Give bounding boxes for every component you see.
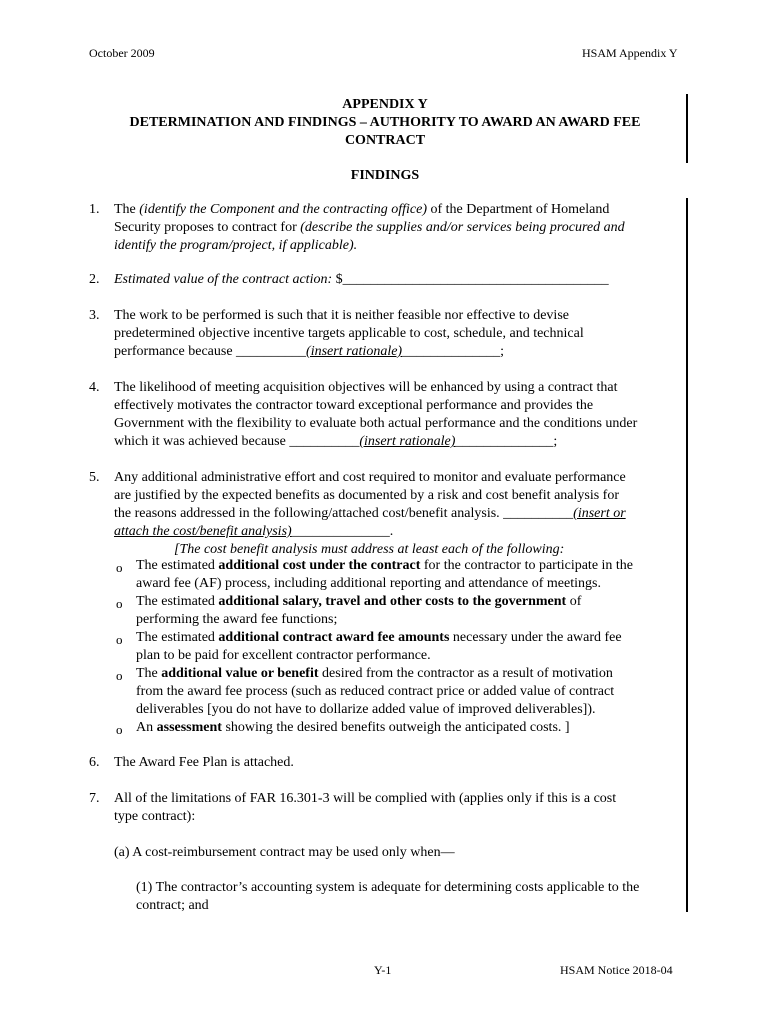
item-number: 5. [89,470,100,485]
placeholder-instruction: (insert rationale) [306,344,403,359]
document-title-line1: DETERMINATION AND FINDINGS – AUTHORITY TO AWARD AN AWARD FEE [129,115,641,130]
bullet-marker: o [116,668,123,683]
far-subparagraph-a: (a) A cost-reimbursement contract may be used only when— [114,845,455,860]
placeholder-instruction: identify the program/project, if applicable). [114,238,358,253]
item-number: 3. [89,308,100,323]
document-page: October 2009 HSAM Appendix Y APPENDIX Y DETERMINATION AND FINDINGS – AUTHORITY TO AWARD AN AWARD FEE CONTRACT FINDINGS 1. The (identify the Component and the contracting office) of the Department of Homeland Security proposes to contract for (describe the supplies and/or services being procured and identify the program/project, if applicable). 2. Estimated value of the contract action: $______________________________________ 3. The work to be performed is such that it is neither feasible nor effective to devise predetermined objective incentive targets applicable to cost, schedule, and technical performance because __________(insert rationale)______________; 4. The likelihood of meeting acquisition objectives will be enhanced by using a contract that effectively motivates the contractor toward exceptional performance and provides the Government with the flexibility to evaluate both actual performance and the conditions under which it was achieved because __________(insert rationale)______________; 5. Any additional administrative effort and cost required to monitor and evaluate performance are justified by the expected benefits as documented by a risk and cost benefit analysis for the reasons addressed in the following/attached cost/benefit analysis. __________(insert or attach the cost/benefit analysis)______________. [The cost benefit analysis must address at least each of the following: o The estimated additional cost under the contract for the contractor to participate in the award fee (AF) process, including additional reporting and attendance of meetings. o The estimated additional salary, travel and other costs to the government of performing the award fee functions; o The estimated additional contract award fee amounts necessary under the award fee plan to be paid for excellent contractor performance. o The additional value or benefit desired from the contractor as a result of motivation from the award fee process (such as reduced contract price or added value of contract deliverables [you do not have to dollarize added value of improved deliverables]). o An assessment showing the desired benefits outweigh the anticipated costs. ] 6. The Award Fee Plan is attached. 7. All of the limitations of FAR 16.301-3 will be complied with (applies only if this is a cost type contract): (a) A cost-reimbursement contract may be used only when— (1) The contractor’s accounting system is adequate for determining costs applicable to the contract; and Y-1 HSAM Notice 2018-04 [0,0,770,1024]
bullet-marker: o [116,596,123,611]
bullet-item-1: The estimated additional cost under the contract for the contractor to participate in the award fee (AF) process, including additional reporting and attendance of meetings. [136,558,634,591]
header-doc-id: HSAM Appendix Y [582,46,678,60]
item-number: 2. [89,272,100,287]
cost-benefit-instruction: [The cost benefit analysis must address at least each of the following: [174,542,565,557]
bullet-item-5: An assessment showing the desired benefits outweigh the anticipated costs. ] [136,720,570,735]
appendix-title: APPENDIX Y [342,97,428,112]
footer-notice: HSAM Notice 2018-04 [560,963,673,977]
bullet-item-2: The estimated additional salary, travel and other costs to the government of performing the award fee functions; [136,594,582,627]
page-number: Y-1 [374,963,392,977]
far-subparagraph-1: (1) The contractor’s accounting system is adequate for determining costs applicable to the contract; and [136,880,640,913]
item-number: 1. [89,202,100,217]
placeholder-instruction: (insert or [573,506,626,521]
bullet-marker: o [116,560,123,575]
placeholder-instruction: attach the cost/benefit analysis) [114,524,292,539]
placeholder-instruction: (identify the Component and the contracting office) [139,202,427,217]
placeholder-instruction: (insert rationale) [359,434,456,449]
fill-in-blank: ______________________________________ [342,272,609,287]
section-heading-findings: FINDINGS [350,168,420,183]
item-number: 6. [89,755,100,770]
bullet-item-3: The estimated additional contract award fee amounts necessary under the award fee plan to be paid for excellent contractor performance. [136,630,622,663]
item-number: 7. [89,791,100,806]
item-number: 4. [89,380,100,395]
bullet-item-4: The additional value or benefit desired from the contractor as a result of motivation from the award fee process (such as reduced contract price or added value of contract deliverables [you do not have to dollarize added value of improved deliverables]). [136,666,615,717]
bullet-marker: o [116,632,123,647]
change-bar-body [686,198,688,912]
placeholder-instruction: (describe the supplies and/or services being procured and [300,220,625,235]
header-date: October 2009 [89,46,155,60]
bullet-marker: o [116,722,123,737]
document-title-line2: CONTRACT [344,133,426,148]
